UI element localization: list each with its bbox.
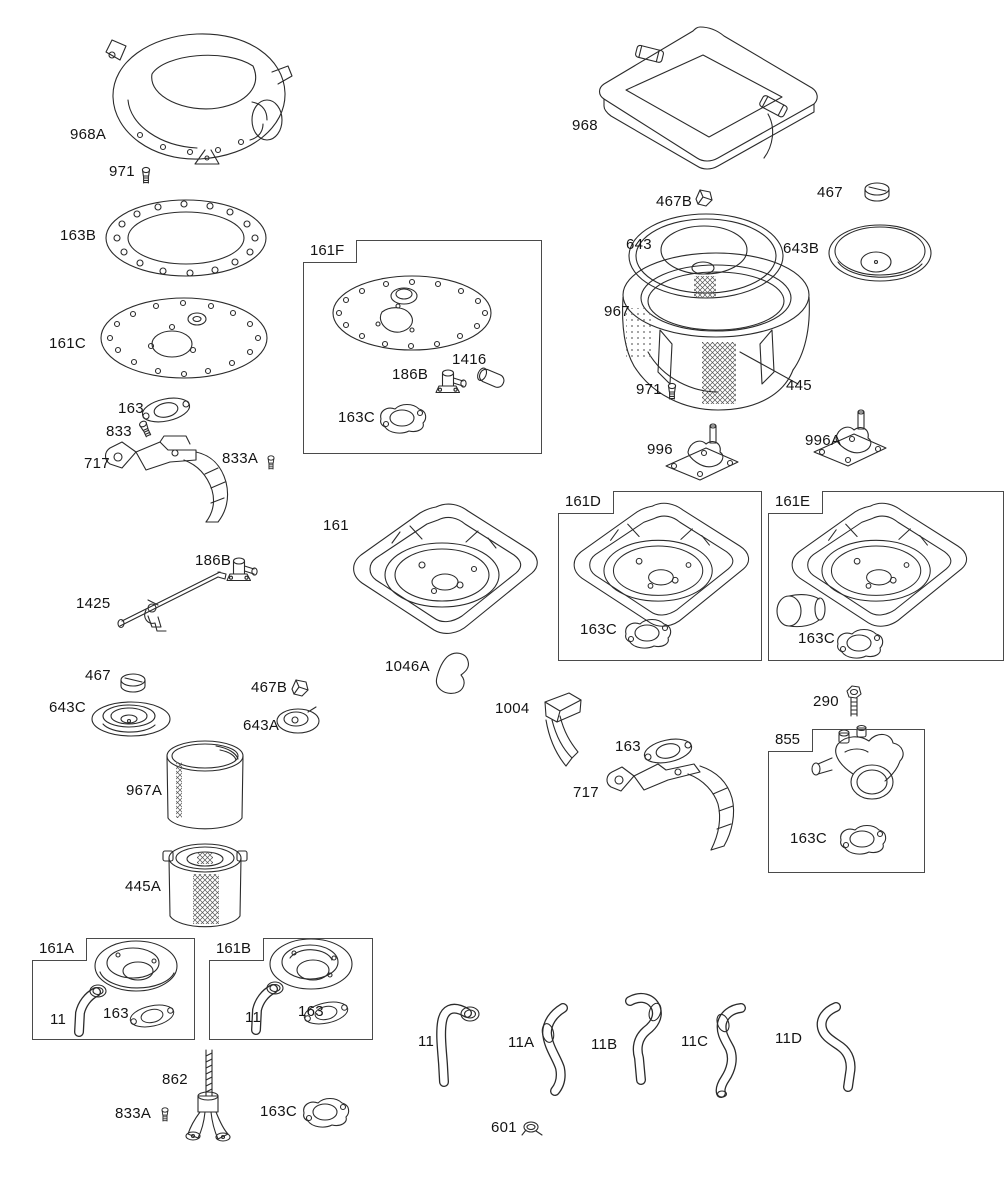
part-163-gasket-top <box>140 394 192 425</box>
part-967A-drawing <box>167 741 243 829</box>
callout-971b: 971 <box>636 381 662 398</box>
callout-971: 971 <box>109 163 135 180</box>
callout-163-161A: 163 <box>103 1005 129 1022</box>
group-tag-161D: 161D <box>558 491 614 514</box>
part-643B-drawing <box>829 225 931 281</box>
callout-996: 996 <box>647 441 673 458</box>
callout-445A: 445A <box>125 878 162 895</box>
part-968A-drawing <box>106 34 292 164</box>
callout-163C-161E: 163C <box>798 630 836 647</box>
part-11A-hose <box>541 1008 563 1091</box>
part-996-drawing <box>666 424 738 480</box>
callout-467: 467 <box>817 184 843 201</box>
callout-467Bb: 467B <box>251 679 288 696</box>
callout-1425: 1425 <box>76 595 111 612</box>
part-467B-clip-left <box>292 680 308 696</box>
part-467-knob-top <box>865 183 889 201</box>
callout-445: 445 <box>786 377 812 394</box>
callout-11-161B: 11 <box>245 1009 262 1026</box>
callout-643C: 643C <box>49 699 87 716</box>
callout-11-161A: 11 <box>50 1011 67 1028</box>
part-1046A-drawing <box>436 653 468 693</box>
callout-11C: 11C <box>681 1033 709 1050</box>
callout-643: 643 <box>626 236 652 253</box>
callout-643A: 643A <box>243 717 280 734</box>
part-643A-drawing <box>277 707 319 733</box>
group-tag-161B: 161B <box>209 938 264 961</box>
part-1004-drawing <box>545 693 581 766</box>
callout-967: 967 <box>604 303 630 320</box>
callout-290: 290 <box>813 693 839 710</box>
part-971-screw-right <box>668 383 675 399</box>
callout-163-161B: 163 <box>298 1003 324 1020</box>
part-833A-screw-top <box>268 456 274 469</box>
part-11B-hose <box>630 998 663 1080</box>
part-467-knob-left <box>121 674 145 692</box>
group-box-855 <box>768 729 925 873</box>
callout-643B: 643B <box>783 240 820 257</box>
part-467B-clip-top <box>696 190 712 206</box>
part-11C-hose <box>715 1008 741 1097</box>
part-161-drawing <box>354 504 538 633</box>
callout-11B: 11B <box>591 1036 618 1053</box>
callout-163B: 163B <box>60 227 97 244</box>
part-968-drawing <box>600 27 818 169</box>
callout-862: 862 <box>162 1071 188 1088</box>
part-717-bracket-top <box>106 436 228 522</box>
callout-186B-161F: 186B <box>392 366 429 383</box>
callout-467b: 467 <box>85 667 111 684</box>
part-833A-screw-bottom <box>162 1108 168 1121</box>
group-box-161B <box>209 938 373 1040</box>
callout-163: 163 <box>118 400 144 417</box>
part-445A-drawing <box>163 844 247 927</box>
callout-186B: 186B <box>195 552 232 569</box>
part-161C-drawing <box>101 298 267 378</box>
callout-833Ab: 833A <box>115 1105 152 1122</box>
callout-1416: 1416 <box>452 351 487 368</box>
group-tag-161E: 161E <box>768 491 823 514</box>
callout-161C: 161C <box>49 335 87 352</box>
callout-996A: 996A <box>805 432 842 449</box>
part-643-drawing <box>629 214 783 298</box>
callout-11A: 11A <box>508 1034 535 1051</box>
callout-11: 11 <box>418 1033 435 1050</box>
callout-163Cb: 163C <box>260 1103 298 1120</box>
group-tag-855: 855 <box>768 729 813 752</box>
callout-163C-855: 163C <box>790 830 828 847</box>
callout-163C-161D: 163C <box>580 621 618 638</box>
part-971-screw-top <box>142 167 149 183</box>
group-tag-161F: 161F <box>303 240 357 263</box>
part-717-bracket-mid <box>607 764 734 850</box>
callout-163b: 163 <box>615 738 641 755</box>
callout-833: 833 <box>106 423 132 440</box>
callout-717: 717 <box>84 455 110 472</box>
part-1425-drawing <box>118 572 226 631</box>
group-tag-161A: 161A <box>32 938 87 961</box>
callout-967A: 967A <box>126 782 163 799</box>
callout-601: 601 <box>491 1119 517 1136</box>
part-833-screw <box>139 420 152 437</box>
part-163-gasket-mid <box>642 735 694 766</box>
callout-161: 161 <box>323 517 349 534</box>
callout-717b: 717 <box>573 784 599 801</box>
callout-11D: 11D <box>775 1030 803 1047</box>
callout-163C-161F: 163C <box>338 409 376 426</box>
part-11-hose <box>441 1007 479 1082</box>
callout-1046A: 1046A <box>385 658 430 675</box>
part-163C-gasket-bottom <box>304 1099 349 1128</box>
part-601-clamp <box>522 1122 542 1135</box>
callout-968: 968 <box>572 117 598 134</box>
part-186B-valve-left <box>227 558 257 581</box>
part-163B-drawing <box>106 200 266 276</box>
part-290-bolt <box>847 686 861 716</box>
callout-833A: 833A <box>222 450 259 467</box>
callout-467B: 467B <box>656 193 693 210</box>
part-11D-hose <box>822 1007 851 1087</box>
part-643C-drawing <box>92 702 170 736</box>
callout-968A: 968A <box>70 126 107 143</box>
callout-1004: 1004 <box>495 700 530 717</box>
part-862-drawing <box>186 1050 230 1141</box>
